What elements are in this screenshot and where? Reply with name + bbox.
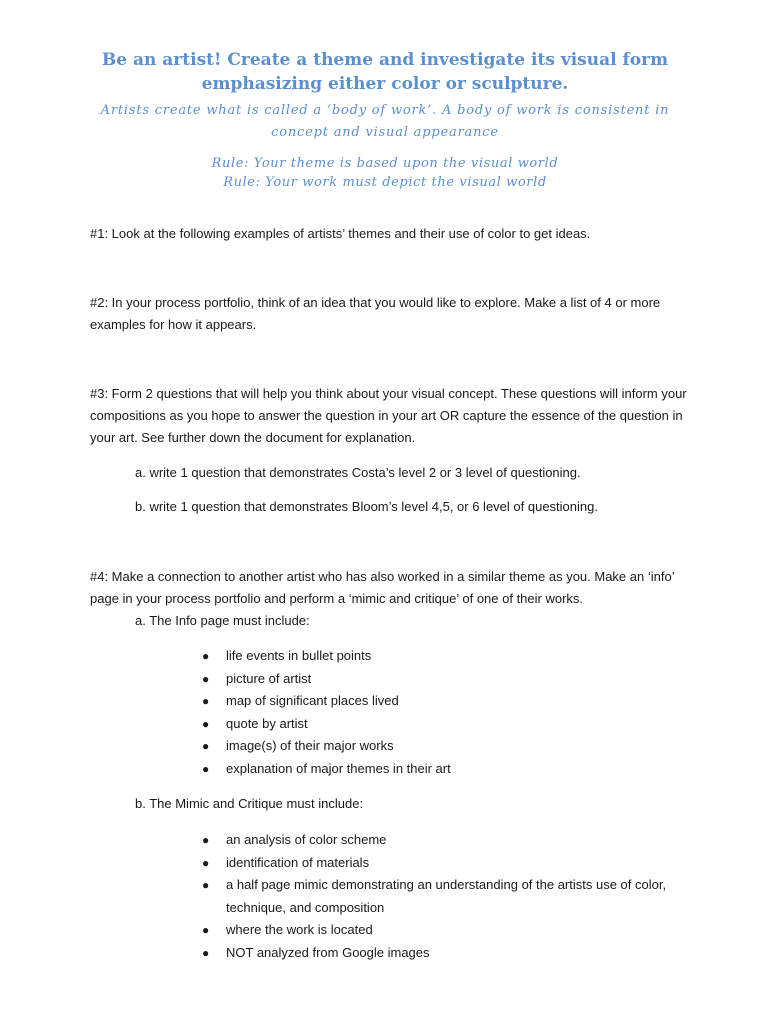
step-2: #2: In your process portfolio, think of an idea that you would like to explore. Make a list of 4 or more examples for how it appears. [90, 295, 661, 332]
bullet-icon: ● [202, 671, 210, 686]
bullet-icon: ● [202, 694, 210, 708]
step-4b: b. The Mimic and Critique must include: [135, 796, 364, 811]
step-3a: a. write 1 question that demonstrates Costa’s level 2 or 3 level of questioning. [135, 465, 581, 480]
list-item: ● life events in bullet points [200, 645, 680, 668]
bullet-icon: ● [202, 923, 210, 937]
step-4: #4: Make a connection to another artist who has also worked in a similar theme as you. Make an ‘info’ page in your process portfolio and perform a ‘mimic and critique’ of one of their works. [90, 569, 675, 606]
bullet-icon: ● [202, 833, 210, 847]
list-item: ● picture of artist [200, 668, 680, 691]
bullet-icon: ● [202, 716, 210, 731]
list-item: ● NOT analyzed from Google images [200, 942, 680, 965]
title-line-2: emphasizing either color or sculpture. [201, 74, 569, 94]
step-1: #1: Look at the following examples of artists’ themes and their use of color to get ideas. [90, 226, 591, 241]
bullet-icon: ● [202, 739, 210, 753]
list-item: ● where the work is located [200, 919, 680, 942]
list-item: ● a half page mimic demonstrating an understanding of the artists use of color, technique, and composition [200, 874, 680, 919]
subtitle: Artists create what is called a ‘body of work’. A body of work is consistent in concept and visual appearance [100, 103, 670, 140]
list-item: ● map of significant places lived [200, 690, 680, 713]
bullet-icon: ● [202, 945, 210, 960]
rule-2: Rule: Your work must depict the visual world [223, 175, 547, 190]
list-item: ● quote by artist [200, 713, 680, 736]
step-3: #3: Form 2 questions that will help you think about your visual concept. These questions will inform your compositions as you hope to answer the question in your art OR capture the essence of the question in your art. See further down the document for explanation. [90, 386, 687, 445]
step-4a: a. The Info page must include: [135, 613, 310, 628]
rules-block [0, 154, 770, 192]
bullet-icon: ● [202, 878, 210, 892]
bullet-icon: ● [202, 649, 210, 663]
mimic-critique-list [200, 829, 680, 964]
rule-1: Rule: Your theme is based upon the visual world [211, 156, 559, 171]
bullet-icon: ● [202, 855, 210, 870]
title-line-1: Be an artist! Create a theme and investigate its visual form [101, 50, 669, 70]
step-3b: b. write 1 question that demonstrates Bloom’s level 4,5, or 6 level of questioning. [135, 499, 598, 514]
list-item: ● an analysis of color scheme [200, 829, 680, 852]
list-item: ● explanation of major themes in their art [200, 758, 680, 781]
info-page-list [200, 645, 680, 780]
page-title [0, 48, 770, 96]
list-item: ● identification of materials [200, 852, 680, 875]
list-item: ● image(s) of their major works [200, 735, 680, 758]
bullet-icon: ● [202, 761, 210, 776]
